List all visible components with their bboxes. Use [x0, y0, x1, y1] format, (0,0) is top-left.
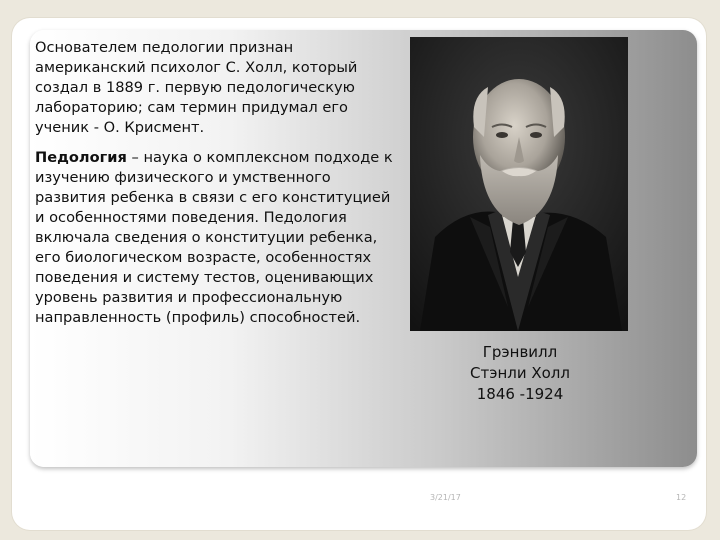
definition-term: Педология: [35, 149, 127, 166]
caption-years: 1846 -1924: [476, 385, 564, 403]
portrait-illustration: [410, 37, 628, 331]
definition-paragraph: [35, 148, 395, 328]
intro-paragraph: Основателем педологии признан американский психолог С. Холл, который создал в 1889 г. первую педологическую лабораторию; сам термин придумал его ученик - О. Крисмент.: [35, 39, 358, 136]
portrait-photo: [410, 37, 628, 331]
body-text: [35, 38, 395, 338]
definition-text: – наука о комплексном подходе к изучению физического и умственного развития ребенка в связи с его конституцией и особенностями поведения. Педология включала сведения о конституции ребенка, его биологическом возрасте, особенностях поведения и систему тестов, оценивающих уровень развития и профессиональную направленность (профиль) способностей.: [35, 149, 393, 326]
caption-first-name: Грэнвилл: [482, 343, 558, 361]
caption-name: Стэнли Холл: [470, 364, 570, 382]
portrait-caption: [430, 342, 610, 405]
footer-date: 3/21/17: [430, 493, 461, 502]
footer-page-number: 12: [676, 493, 687, 502]
